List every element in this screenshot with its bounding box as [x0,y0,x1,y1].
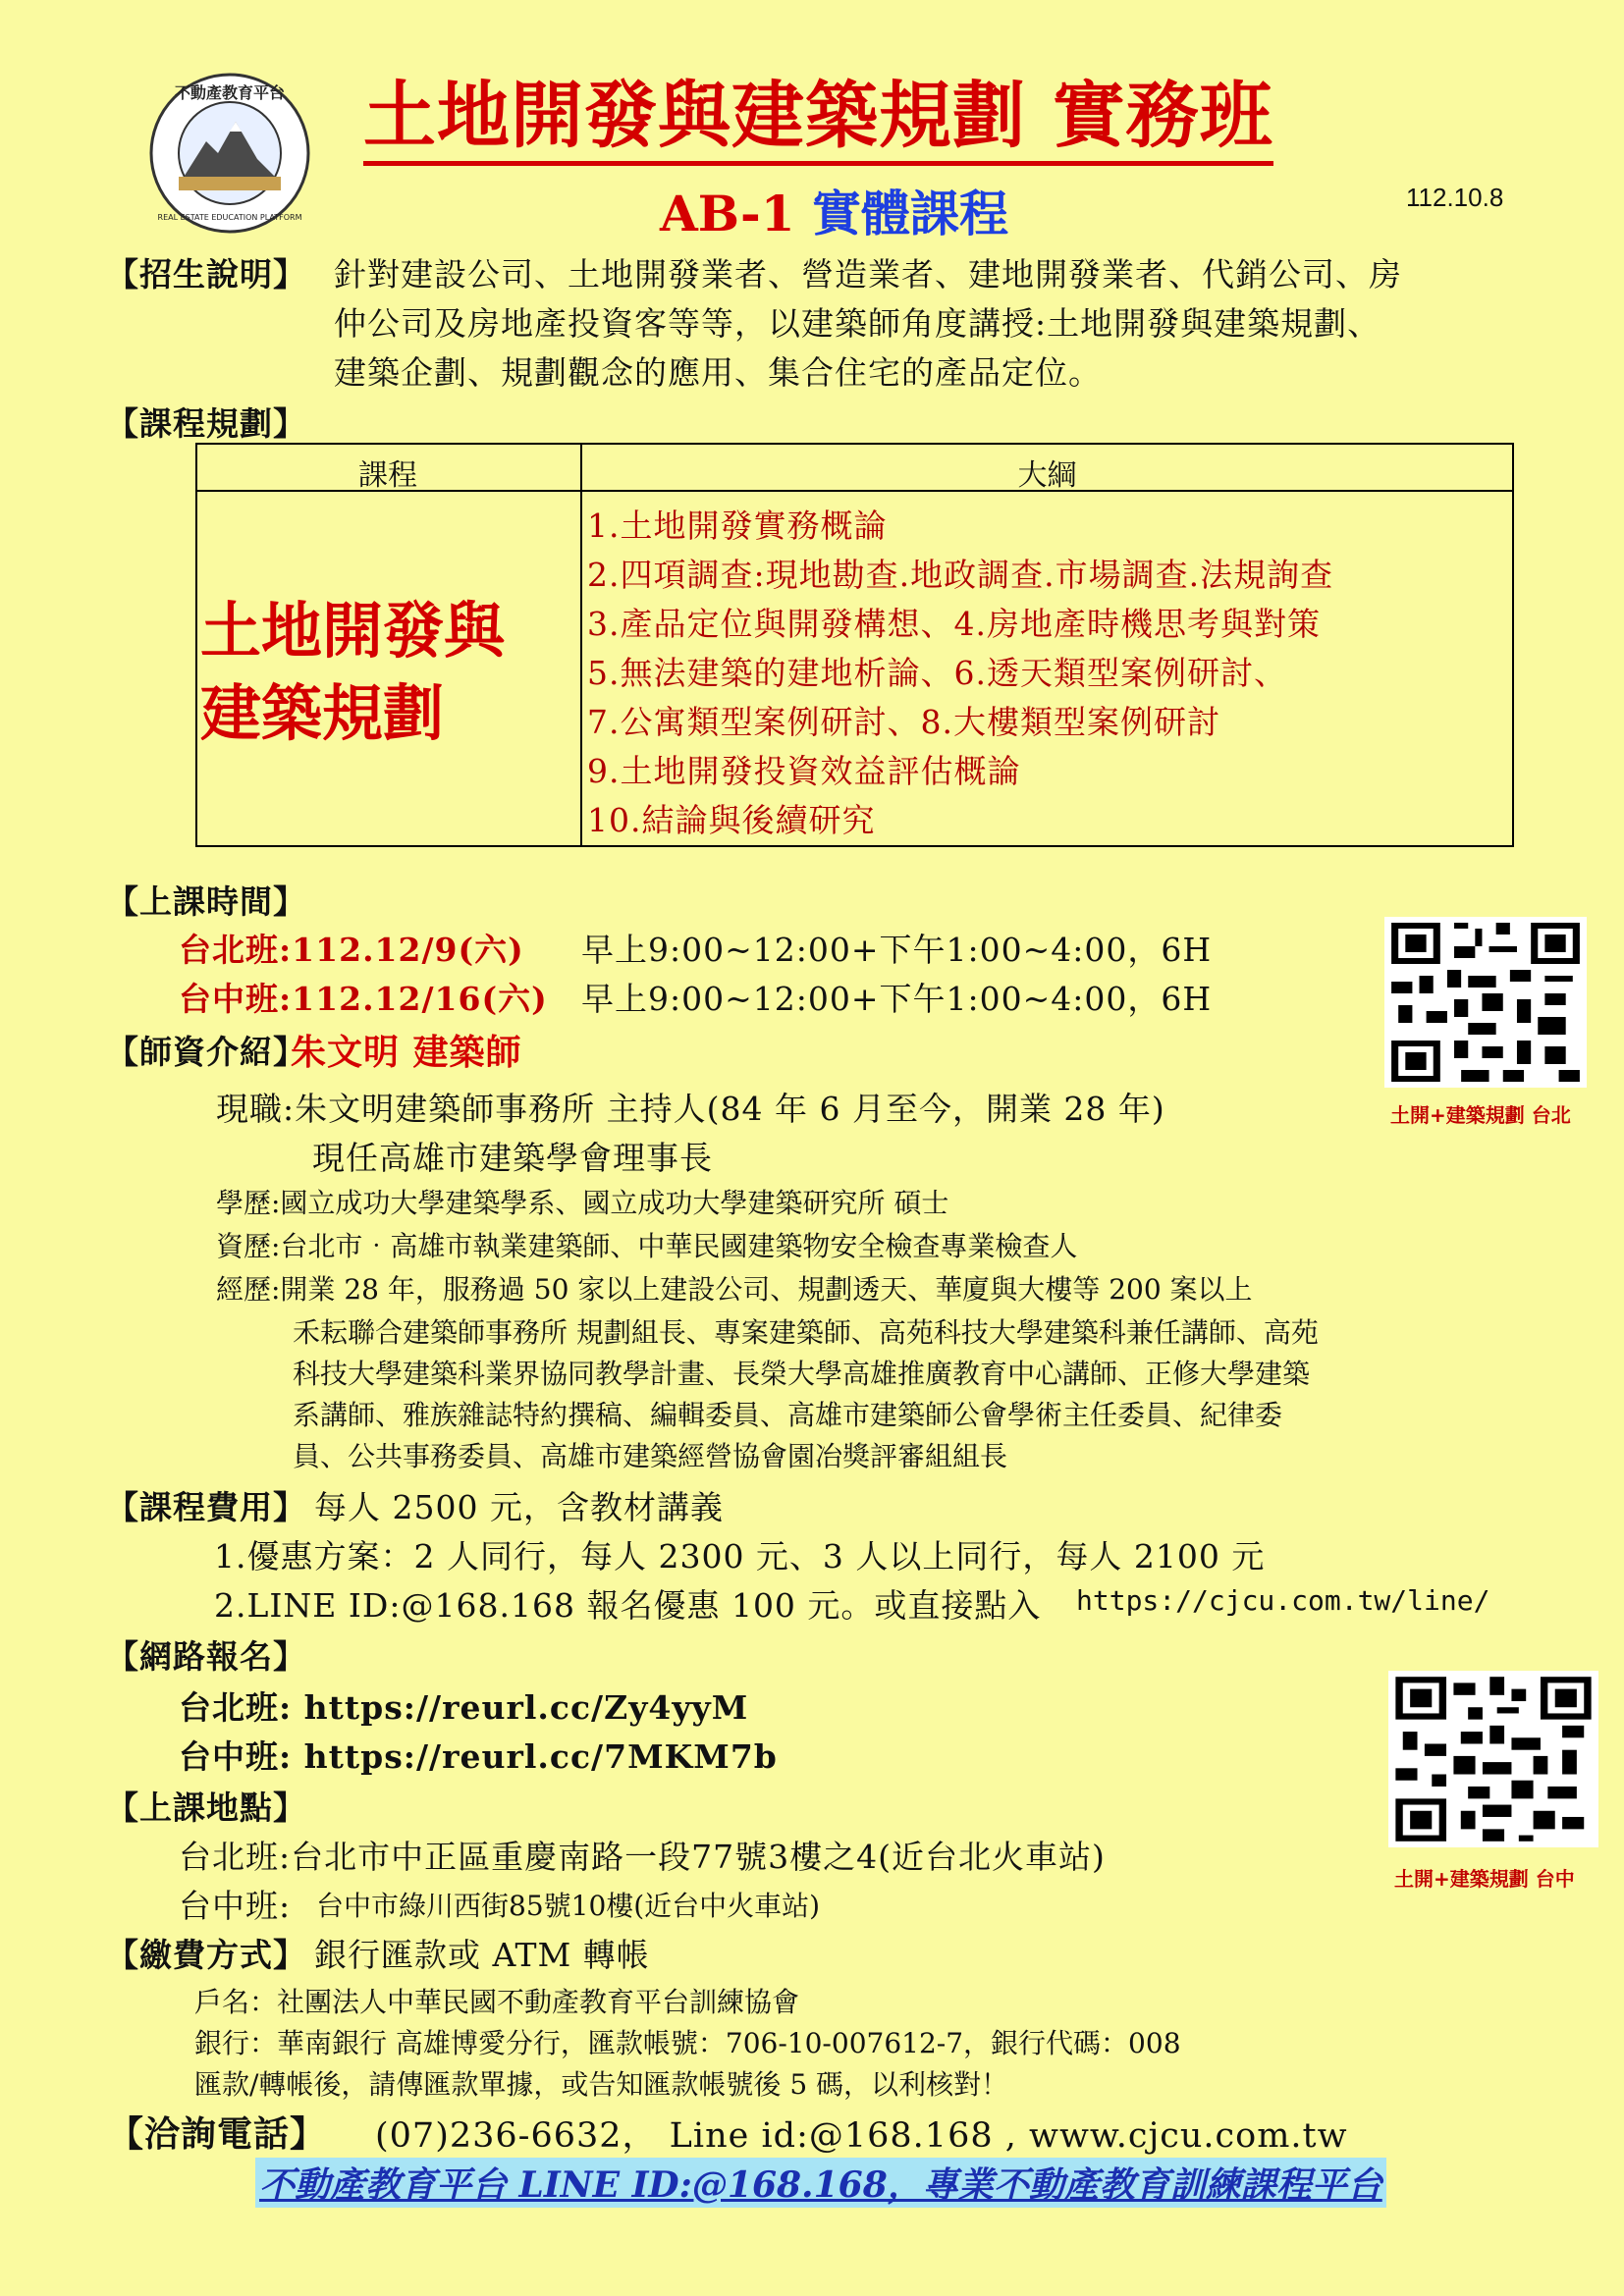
outline-item-3: 3.產品定位與開發構想、4.房地產時機思考與對策 [587,605,1321,643]
course-code: AB-1 [660,185,795,242]
location-label: 【上課地點】 [106,1789,306,1827]
enrollment-line-1: 針對建設公司、土地開發業者、營造業者、建地開發業者、代銷公司、房 [334,255,1402,294]
payment-note: 匯款/轉帳後，請傳匯款單據，或告知匯款帳號後 5 碼，以利核對！ [194,2068,1009,2101]
schedule-taipei-date: 台北班:112.12/9(六) [179,931,524,969]
teacher-current-1: 現職:朱文明建築師事務所 主持人(84 年 6 月至今，開業 28 年) [216,1090,1165,1128]
fee-discount-1: 1.優惠方案：2 人同行，每人 2300 元、3 人以上同行，每人 2100 元 [214,1537,1266,1575]
footer-slogan: 不動產教育平台 LINE ID:@168.168，專業不動產教育訓練課程平台 [255,2158,1386,2208]
plan-label: 【課程規劃】 [106,404,306,443]
enrollment-label: 【招生說明】 [106,255,306,294]
enrollment-line-2: 仲公司及房地產投資客等等，以建築師角度講授:土地開發與建築規劃、 [334,304,1381,343]
logo-ring-text: REAL ESTATE EDUCATION PLATFORM [157,213,302,222]
teacher-label: 【師資介紹】 [106,1033,306,1071]
payment-label: 【繳費方式】 [106,1936,306,1974]
course-name-line-2: 建築規劃 [200,677,445,749]
fee-main: 每人 2500 元，含教材講義 [314,1488,724,1526]
contact-value: (07)236-6632， Line id:@168.168 , www.cjcu.com.tw [375,2116,1348,2156]
organization-logo [147,71,312,236]
qr-caption-taipei: 土開+建築規劃 台北 [1390,1103,1571,1127]
table-header-course-label: 課程 [358,458,417,493]
teacher-current-2: 現任高雄市建築學會理事長 [312,1139,713,1177]
fee-label: 【課程費用】 [106,1488,306,1526]
registration-link-taichung[interactable]: 台中班: https://reurl.cc/7MKM7b [179,1737,778,1776]
outline-item-5: 7.公寓類型案例研討、8.大樓類型案例研討 [587,703,1220,741]
qr-caption-taichung: 土開+建築規劃 台中 [1394,1867,1575,1891]
outline-item-7: 10.結論與後續研究 [587,801,876,839]
outline-item-2: 2.四項調查:現地勘查.地政調查.市場調查.法規詢查 [587,556,1334,594]
teacher-experience-3: 科技大學建築科業界協同教學計畫、長榮大學高雄推廣教育中心講師、正修大學建築 [293,1358,1311,1390]
teacher-education: 學歷:國立成功大學建築學系、國立成功大學建築研究所 碩士 [216,1187,949,1219]
teacher-experience-5: 員、公共事務委員、高雄市建築經營協會園冶獎評審組組長 [293,1440,1008,1472]
outline-item-1: 1.土地開發實務概論 [587,507,888,545]
line-link[interactable]: https://cjcu.com.tw/line/ [1076,1584,1490,1617]
payment-method: 銀行匯款或 ATM 轉帳 [314,1936,650,1974]
schedule-taichung-time: 早上9:00~12:00+下午1:00~4:00，6H [581,980,1213,1018]
registration-link-taipei[interactable]: 台北班: https://reurl.cc/Zy4yyM [179,1688,749,1727]
registration-label: 【網路報名】 [106,1637,306,1676]
issue-date: 112.10.8 [1406,183,1504,212]
payment-bank: 銀行：華南銀行 高雄博愛分行，匯款帳號：706-10-007612-7，銀行代碼：008 [194,2027,1181,2059]
teacher-experience-1: 經歷:開業 28 年，服務過 50 家以上建設公司、規劃透天、華廈與大樓等 200 案以上 [216,1273,1253,1306]
location-taichung-prefix: 台中班: [179,1887,292,1925]
schedule-taichung-date: 台中班:112.12/16(六) [179,980,548,1018]
contact-label: 【洽詢電話】 [108,2113,327,2155]
logo-arc-text: 不動產教育平台 [174,83,286,102]
page-title: 土地開發與建築規劃 實務班 [363,71,1273,166]
schedule-label: 【上課時間】 [106,882,306,921]
schedule-taipei-time: 早上9:00~12:00+下午1:00~4:00，6H [581,931,1213,969]
payment-account-name: 戶名：社團法人中華民國不動產教育平台訓練協會 [194,1986,800,2018]
location-taipei: 台北班:台北市中正區重慶南路一段77號3樓之4(近台北火車站) [179,1838,1106,1876]
outline-item-4: 5.無法建築的建地析論、6.透天類型案例研討、 [587,654,1287,692]
fee-discount-2: 2.LINE ID:@168.168 報名優惠 100 元。或直接點入 [214,1586,1042,1625]
qr-code-taipei[interactable] [1384,917,1587,1088]
outline-item-6: 9.土地開發投資效益評估概論 [587,752,1021,790]
table-header-outline [582,443,1512,492]
course-name [200,590,505,755]
teacher-experience-4: 系講師、雅族雜誌特約撰稿、編輯委員、高雄市建築師公會學術主任委員、紀律委 [293,1399,1283,1431]
table-header-outline-label: 大綱 [1017,458,1077,493]
teacher-name: 朱文明 建築師 [291,1033,522,1073]
course-name-cell [195,492,582,845]
course-type: 實體課程 [811,186,1008,242]
teacher-experience-2: 禾耘聯合建築師事務所 規劃組長、專案建築師、高苑科技大學建築科兼任講師、高苑 [293,1316,1319,1349]
location-taichung: 台中市綠川西街85號10樓(近台中火車站) [316,1890,821,1922]
subtitle [660,175,1008,245]
teacher-qualification: 資歷:台北市‧高雄市執業建築師、中華民國建築物安全檢查專業檢查人 [216,1230,1078,1262]
enrollment-line-3: 建築企劃、規劃觀念的應用、集合住宅的產品定位。 [334,353,1102,392]
table-header-course [195,443,582,492]
qr-code-taichung[interactable] [1388,1671,1598,1847]
course-name-line-1: 土地開發與 [200,595,506,667]
